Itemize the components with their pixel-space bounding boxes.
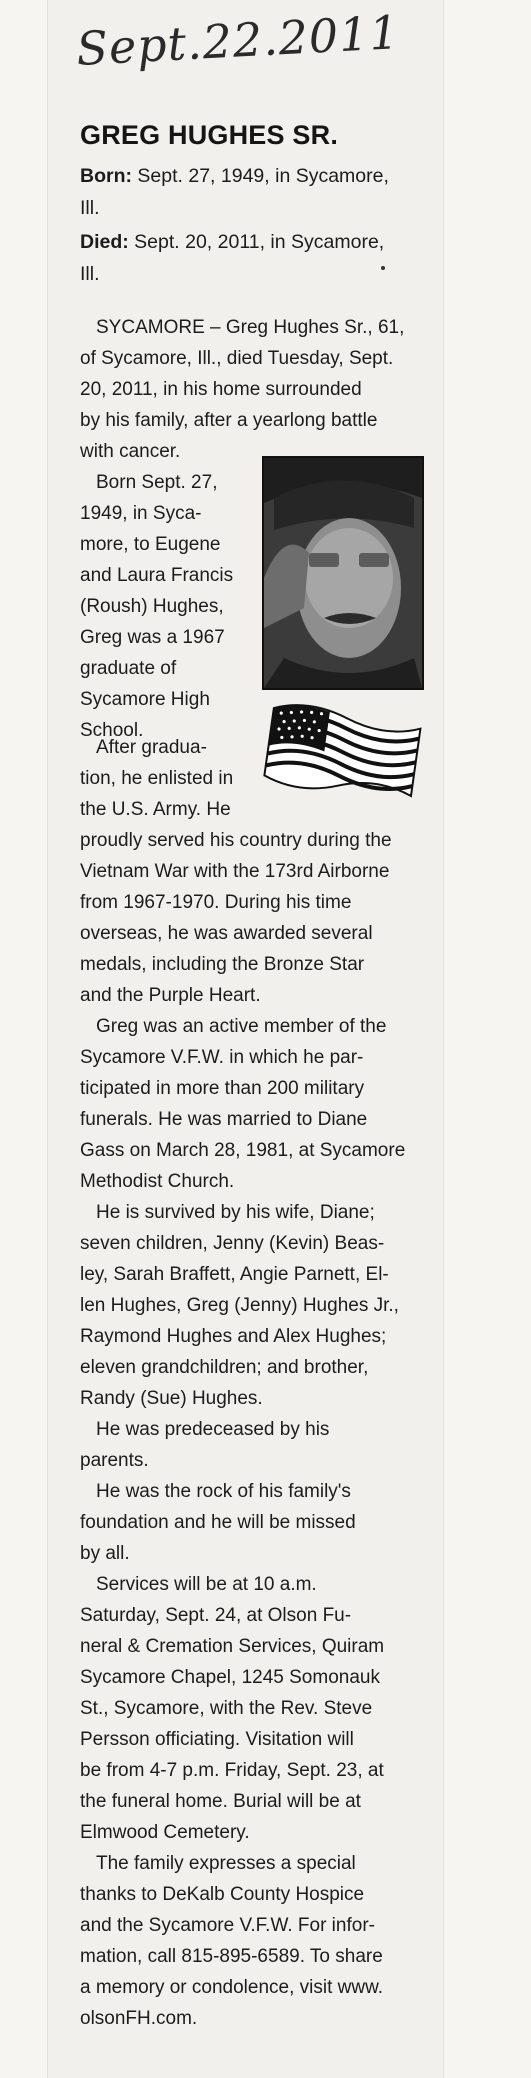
obituary-name: GREG HUGHES SR. — [80, 120, 339, 150]
text-line: Services will be at 10 a.m. — [96, 1574, 317, 1595]
born-label: Born: — [80, 165, 132, 187]
text-line: He is survived by his wife, Diane; — [96, 1202, 375, 1223]
text-line: He was predeceased by his — [96, 1419, 330, 1440]
intro-paragraph — [80, 312, 428, 467]
text-line: Sycamore High — [80, 689, 210, 710]
text-line: School. — [80, 720, 144, 741]
text-line: He was the rock of his family's — [96, 1481, 351, 1502]
text-line: tion, he enlisted in — [80, 768, 234, 789]
portrait-photo — [262, 456, 424, 690]
died-value: Sept. 20, 2011, in Sycamore, — [128, 231, 385, 253]
text-line: Sycamore V.F.W. in which he par- — [80, 1047, 364, 1068]
text-line: and the Purple Heart. — [80, 985, 261, 1006]
text-line: overseas, he was awarded several — [80, 923, 373, 944]
survivors-paragraph — [80, 1197, 428, 1414]
text-line: Sycamore Chapel, 1245 Somonauk — [80, 1667, 380, 1688]
text-line: more, to Eugene — [80, 534, 221, 555]
services-paragraph — [80, 1569, 428, 1848]
text-line: ley, Sarah Braffett, Angie Parnett, El- — [80, 1264, 389, 1285]
text-line: Greg was a 1967 — [80, 627, 225, 648]
died-label: Died: — [80, 231, 129, 253]
text-line: St., Sycamore, with the Rev. Steve — [80, 1698, 373, 1719]
text-line: foundation and he will be missed — [80, 1512, 356, 1533]
text-line: Randy (Sue) Hughes. — [80, 1388, 263, 1409]
birth-paragraph — [80, 467, 255, 746]
text-line: Greg was an active member of the — [96, 1016, 387, 1037]
text-line: funerals. He was married to Diane — [80, 1109, 368, 1130]
text-line: eleven grandchildren; and brother, — [80, 1357, 369, 1378]
text-line: by all. — [80, 1543, 130, 1564]
text-line: Vietnam War with the 173rd Airborne — [80, 861, 390, 882]
text-line: parents. — [80, 1450, 149, 1471]
text-line: proudly served his country during the — [80, 830, 392, 851]
died-line — [80, 226, 420, 290]
text-line: Methodist Church. — [80, 1171, 235, 1192]
text-line: ticipated in more than 200 military — [80, 1078, 365, 1099]
text-line: graduate of — [80, 658, 177, 679]
text-line: 1949, in Syca- — [80, 503, 202, 524]
handwritten-date: Sept.22.2011 — [75, 5, 401, 76]
print-speck — [381, 266, 385, 270]
portrait-photo-icon — [264, 458, 422, 688]
born-value: Sept. 27, 1949, in Sycamore, — [132, 165, 389, 187]
text-line: After gradua- — [96, 737, 207, 758]
text-line: and the Sycamore V.F.W. For infor- — [80, 1915, 375, 1936]
text-line: Saturday, Sept. 24, at Olson Fu- — [80, 1605, 352, 1626]
text-line: The family expresses a special — [96, 1853, 356, 1874]
text-line: medals, including the Bronze Star — [80, 954, 365, 975]
text-line: seven children, Jenny (Kevin) Beas- — [80, 1233, 385, 1254]
thanks-paragraph — [80, 1848, 428, 2034]
died-value-cont: Ill. — [80, 263, 100, 285]
text-line: Born Sept. 27, — [96, 472, 218, 493]
text-line: of Sycamore, Ill., died Tuesday, Sept. — [80, 348, 394, 369]
text-line: the U.S. Army. He — [80, 799, 231, 820]
born-value-cont: Ill. — [80, 197, 100, 219]
text-line: and Laura Francis — [80, 565, 234, 586]
predeceased-paragraph — [80, 1414, 428, 1476]
text-line: by his family, after a yearlong battle — [80, 410, 378, 431]
text-line: Elmwood Cemetery. — [80, 1822, 250, 1843]
tribute-paragraph — [80, 1476, 428, 1569]
text-line: a memory or condolence, visit www. — [80, 1977, 384, 1998]
text-line: SYCAMORE – Greg Hughes Sr., 61, — [96, 317, 405, 338]
text-line: Persson officiating. Visitation will — [80, 1729, 354, 1750]
text-line: from 1967-1970. During his time — [80, 892, 352, 913]
vfw-paragraph — [80, 1011, 428, 1197]
text-line: 20, 2011, in his home surrounded — [80, 379, 362, 400]
born-line — [80, 160, 420, 224]
text-line: (Roush) Hughes, — [80, 596, 224, 617]
text-line: thanks to DeKalb County Hospice — [80, 1884, 365, 1905]
text-line: mation, call 815-895-6589. To share — [80, 1946, 383, 1967]
text-line: Raymond Hughes and Alex Hughes; — [80, 1326, 387, 1347]
text-line: olsonFH.com. — [80, 2008, 198, 2029]
text-line: be from 4-7 p.m. Friday, Sept. 23, at — [80, 1760, 384, 1781]
text-line: Gass on March 28, 1981, at Sycamore — [80, 1140, 406, 1161]
army-paragraph — [80, 732, 428, 1011]
text-line: with cancer. — [80, 441, 181, 462]
text-line: the funeral home. Burial will be at — [80, 1791, 361, 1812]
text-line: neral & Cremation Services, Quiram — [80, 1636, 385, 1657]
text-line: len Hughes, Greg (Jenny) Hughes Jr., — [80, 1295, 399, 1316]
